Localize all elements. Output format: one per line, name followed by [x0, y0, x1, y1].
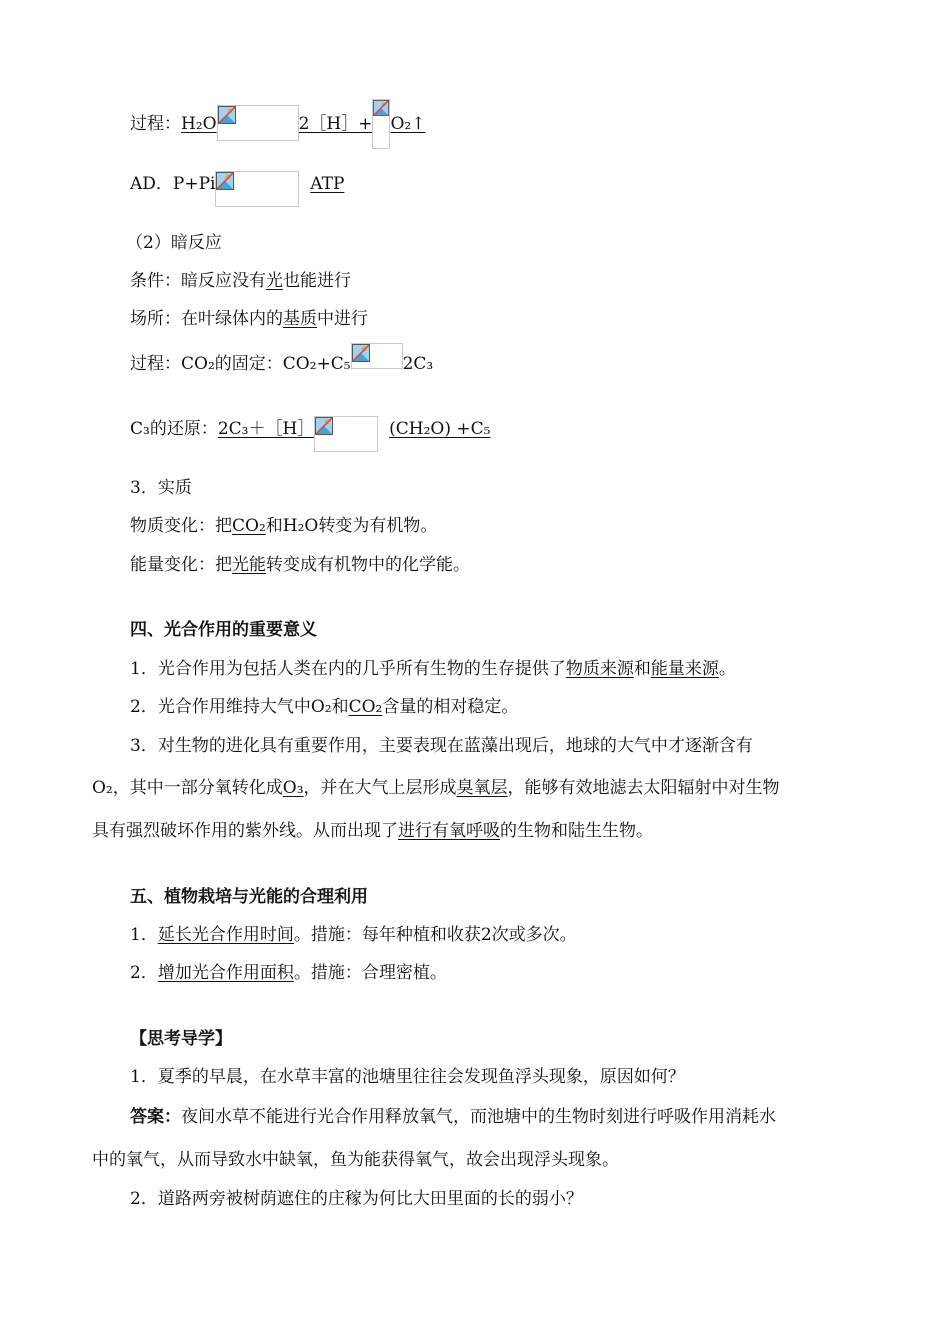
- question-1: 1．夏季的早晨，在水草丰富的池塘里往往会发现鱼浮头现象，原因如何？: [130, 1067, 685, 1087]
- essence-heading: 3．实质: [130, 478, 192, 498]
- o2-text: O₂↑: [390, 114, 426, 134]
- equation-image-placeholder: [351, 343, 403, 369]
- co2-fixation-line: 过程：CO₂的固定：CO₂+C₅ 2C₃: [130, 353, 433, 375]
- broken-image-icon: [352, 344, 370, 362]
- answer-label: 答案：: [130, 1107, 181, 1127]
- matter-change: 物质变化：把CO₂和H₂O转变为有机物。: [130, 516, 438, 536]
- broken-image-icon: [373, 100, 389, 116]
- section5-p2: 2．增加光合作用面积。措施：合理密植。: [130, 963, 447, 983]
- equation-image-placeholder: [215, 171, 299, 207]
- answer-1-line1: 答案：夜间水草不能进行光合作用释放氧气，而池塘中的生物时刻进行呼吸作用消耗水: [130, 1107, 776, 1127]
- adp-text: AD．P+Pi: [130, 174, 216, 194]
- energy-change: 能量变化：把光能转变成有机物中的化学能。: [130, 555, 470, 575]
- section4-p1: 1．光合作用为包括人类在内的几乎所有生物的生存提供了物质来源和能量来源。: [130, 659, 736, 679]
- section4-p3-line1: 3．对生物的进化具有重要作用，主要表现在蓝藻出现后，地球的大气中才逐渐含有: [130, 736, 753, 756]
- section4-p3-line2: O₂，其中一部分氧转化成O₃，并在大气上层形成臭氧层，能够有效地滤去太阳辐射中对生物: [92, 778, 780, 798]
- equation-image-placeholder: [217, 105, 299, 141]
- broken-image-icon: [216, 172, 234, 190]
- dark-condition: 条件：暗反应没有光也能进行: [130, 271, 351, 291]
- light-process-line: [130, 113, 425, 149]
- section5-p1: 1．延长光合作用时间。措施：每年种植和收获2次或多次。: [130, 925, 577, 945]
- dark-place: 场所：在叶绿体内的基质中进行: [130, 309, 368, 329]
- question-2: 2．道路两旁被树荫遮住的庄稼为何比大田里面的长的弱小？: [130, 1189, 583, 1209]
- atp-line: [130, 173, 344, 207]
- section4-heading: 四、光合作用的重要意义: [130, 620, 317, 640]
- think-heading: 【思考导学】: [130, 1029, 232, 1049]
- answer-1-line2: 中的氧气，从而导致水中缺氧，鱼为能获得氧气，故会出现浮头现象。: [92, 1150, 619, 1170]
- section4-p3-line3: 具有强烈破坏作用的紫外线。从而出现了进行有氧呼吸的生物和陆生生物。: [92, 821, 653, 841]
- dark-heading: （2）暗反应: [126, 233, 222, 253]
- broken-image-icon: [218, 106, 236, 124]
- process-label: 过程：: [130, 114, 181, 134]
- equation-image-placeholder: [314, 416, 378, 452]
- section4-p2: 2．光合作用维持大气中O₂和CO₂含量的相对稳定。: [130, 697, 519, 717]
- section5-heading: 五、植物栽培与光能的合理利用: [130, 887, 368, 907]
- h2o-text: H₂O: [181, 114, 217, 134]
- equation-image-placeholder: [372, 99, 390, 149]
- c3-reduction-line: C₃的还原：2C₃＋［H］ (CH₂O) +C₅: [130, 418, 490, 452]
- h-text: 2［H］+: [298, 114, 373, 134]
- broken-image-icon: [315, 417, 333, 435]
- atp-text: ATP: [310, 174, 345, 194]
